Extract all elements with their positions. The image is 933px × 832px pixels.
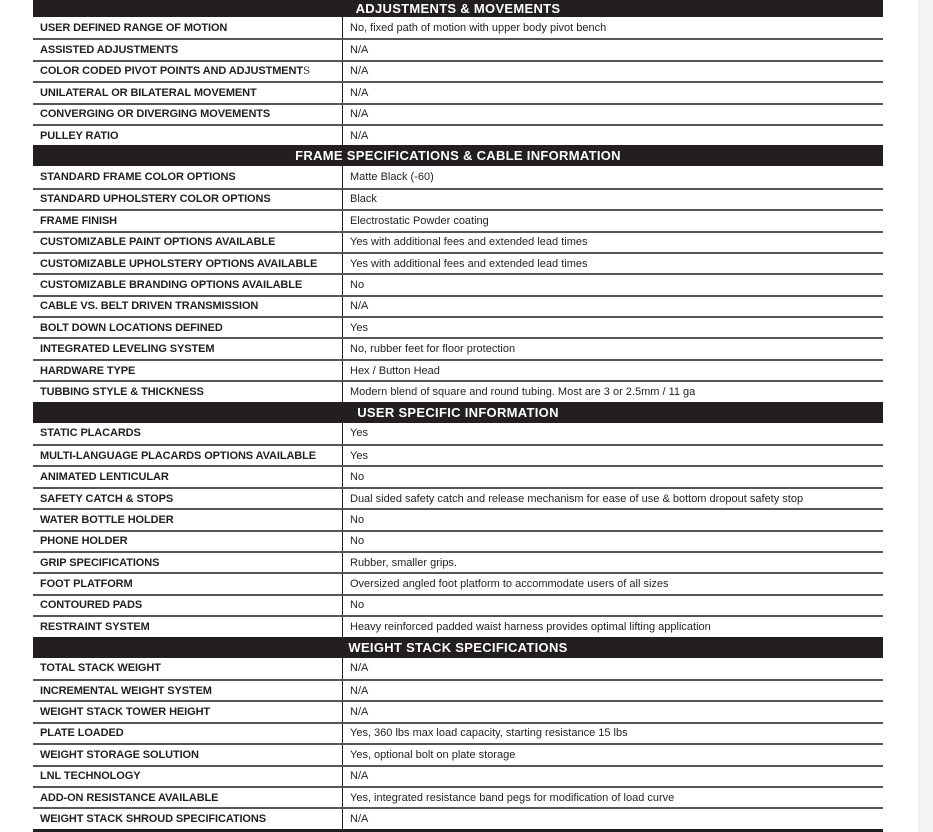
spec-row [33, 658, 883, 679]
spec-label [33, 275, 343, 294]
spec-label [33, 233, 343, 252]
spec-row [33, 572, 883, 593]
spec-label-text: STANDARD FRAME COLOR OPTIONS [40, 171, 236, 184]
spec-label-text: BOLT DOWN LOCATIONS DEFINED [40, 321, 223, 334]
spec-label-text: CUSTOMIZABLE BRANDING OPTIONS AVAILABLE [40, 278, 303, 291]
spec-value: Yes [350, 321, 368, 334]
spec-value: Rubber, smaller grips. [350, 556, 457, 569]
spec-row [33, 359, 883, 380]
spec-table [33, 0, 883, 832]
spec-value: No [350, 278, 365, 291]
spec-row [33, 700, 883, 721]
spec-label-text: STATIC PLACARDS [40, 427, 141, 440]
spec-label [33, 190, 343, 209]
spec-value: Yes [350, 449, 368, 462]
spec-section [33, 145, 883, 401]
spec-value: Hex / Button Head [350, 364, 440, 377]
spec-label-text: SAFETY CATCH & STOPS [40, 492, 174, 505]
spec-label-text: CONTOURED PADS [40, 599, 143, 612]
spec-value: No [350, 535, 365, 548]
spec-row [33, 60, 883, 81]
spec-label-text: ANIMATED LENTICULAR [40, 471, 169, 484]
spec-label [33, 767, 343, 786]
spec-label [33, 423, 343, 444]
spec-label [33, 510, 343, 529]
spec-label-text: WEIGHT STORAGE SOLUTION [40, 748, 199, 761]
spec-value: No [350, 471, 365, 484]
spec-label [33, 553, 343, 572]
spec-label-text: CUSTOMIZABLE PAINT OPTIONS AVAILABLE [40, 236, 276, 249]
spec-label-text: COLOR CODED PIVOT POINTS AND ADJUSTMENT [40, 65, 303, 78]
spec-label [33, 617, 343, 636]
spec-label [33, 339, 343, 358]
spec-value: Electrostatic Powder coating [350, 214, 489, 227]
spec-label [33, 40, 343, 59]
spec-value: N/A [350, 812, 369, 825]
spec-label-text: WEIGHT STACK TOWER HEIGHT [40, 706, 211, 719]
spec-value: Yes with additional fees and extended lead times [350, 236, 588, 249]
spec-label-text: HARDWARE TYPE [40, 364, 136, 377]
spec-row [33, 81, 883, 102]
spec-row [33, 337, 883, 358]
spec-row [33, 188, 883, 209]
spec-row [33, 17, 883, 38]
spec-value: Modern blend of square and round tubing. Most are 3 or 2.5mm / 11 ga [350, 385, 696, 398]
section-header: WEIGHT STACK SPECIFICATIONS [33, 637, 883, 658]
spec-label [33, 702, 343, 721]
spec-value: N/A [350, 770, 369, 783]
section-header: FRAME SPECIFICATIONS & CABLE INFORMATION [33, 145, 883, 166]
spec-value: Black [350, 193, 377, 206]
spec-row [33, 487, 883, 508]
spec-value: Yes, optional bolt on plate storage [350, 748, 516, 761]
spec-label-text: USER DEFINED RANGE OF MOTION [40, 21, 228, 34]
spec-value: No [350, 513, 365, 526]
spec-value: Oversized angled foot platform to accommodate users of all sizes [350, 578, 669, 591]
spec-row [33, 380, 883, 401]
spec-row [33, 273, 883, 294]
spec-label-text: RESTRAINT SYSTEM [40, 620, 150, 633]
spec-label-text: WEIGHT STACK SHROUD SPECIFICATIONS [40, 812, 266, 825]
spec-value: Yes with additional fees and extended lead times [350, 257, 588, 270]
spec-label-text: INCREMENTAL WEIGHT SYSTEM [40, 684, 212, 697]
spec-row [33, 530, 883, 551]
spec-label [33, 574, 343, 593]
spec-label [33, 489, 343, 508]
page-gutter [918, 0, 933, 832]
spec-section [33, 402, 883, 637]
spec-row [33, 252, 883, 273]
spec-label [33, 658, 343, 679]
spec-label [33, 788, 343, 807]
spec-value: N/A [350, 662, 369, 675]
spec-row [33, 615, 883, 636]
spec-label-text: ADD-ON RESISTANCE AVAILABLE [40, 791, 219, 804]
spec-label [33, 596, 343, 615]
section-header: USER SPECIFIC INFORMATION [33, 402, 883, 423]
spec-row [33, 295, 883, 316]
spec-label [33, 745, 343, 764]
spec-label [33, 446, 343, 465]
spec-row [33, 316, 883, 337]
spec-value: N/A [350, 706, 369, 719]
spec-row [33, 722, 883, 743]
spec-label [33, 17, 343, 38]
spec-value: N/A [350, 129, 369, 142]
spec-label [33, 105, 343, 124]
spec-label-text: ASSISTED ADJUSTMENTS [40, 44, 179, 57]
spec-label [33, 681, 343, 700]
spec-value: N/A [350, 684, 369, 697]
spec-value: N/A [350, 86, 369, 99]
spec-label-text: CUSTOMIZABLE UPHOLSTERY OPTIONS AVAILABLE [40, 257, 318, 270]
spec-row [33, 765, 883, 786]
spec-value: Yes, integrated resistance band pegs for modification of load curve [350, 791, 675, 804]
spec-label-text: WATER BOTTLE HOLDER [40, 513, 174, 526]
spec-value: N/A [350, 44, 369, 57]
spec-row [33, 423, 883, 444]
spec-value: Dual sided safety catch and release mechanism for ease of use & bottom dropout safety stop [350, 492, 804, 505]
spec-row [33, 807, 883, 828]
spec-label [33, 297, 343, 316]
spec-label [33, 211, 343, 230]
spec-row [33, 124, 883, 145]
spec-row [33, 786, 883, 807]
spec-label-text: STANDARD UPHOLSTERY COLOR OPTIONS [40, 193, 271, 206]
spec-label [33, 724, 343, 743]
spec-value: N/A [350, 108, 369, 121]
cutoff-section-header [33, 829, 883, 832]
spec-label [33, 532, 343, 551]
spec-value: Heavy reinforced padded waist harness provides optimal lifting application [350, 620, 711, 633]
spec-value: No, fixed path of motion with upper body pivot bench [350, 21, 607, 34]
spec-row [33, 508, 883, 529]
spec-section [33, 637, 883, 829]
spec-row [33, 209, 883, 230]
spec-row [33, 231, 883, 252]
spec-label-text: UNILATERAL OR BILATERAL MOVEMENT [40, 86, 257, 99]
spec-label [33, 809, 343, 828]
spec-label-text: GRIP SPECIFICATIONS [40, 556, 160, 569]
spec-row [33, 679, 883, 700]
spec-value: No, rubber feet for floor protection [350, 343, 516, 356]
spec-label [33, 166, 343, 187]
spec-label-text: CABLE VS. BELT DRIVEN TRANSMISSION [40, 300, 259, 313]
spec-row [33, 103, 883, 124]
spec-label [33, 83, 343, 102]
spec-label [33, 318, 343, 337]
spec-value: N/A [350, 300, 369, 313]
spec-row [33, 166, 883, 187]
spec-label [33, 126, 343, 145]
spec-row [33, 444, 883, 465]
spec-label-text: TUBBING STYLE & THICKNESS [40, 385, 204, 398]
spec-label-suffix: S [302, 65, 311, 78]
spec-row [33, 743, 883, 764]
spec-value: Matte Black (-60) [350, 171, 434, 184]
spec-label-text: PLATE LOADED [40, 727, 124, 740]
spec-row [33, 594, 883, 615]
spec-label [33, 62, 343, 81]
spec-label [33, 382, 343, 401]
spec-label-text: TOTAL STACK WEIGHT [40, 662, 161, 675]
spec-row [33, 38, 883, 59]
spec-label-text: FRAME FINISH [40, 214, 118, 227]
spec-label-text: FOOT PLATFORM [40, 578, 133, 591]
spec-value: Yes, 360 lbs max load capacity, starting resistance 15 lbs [350, 727, 628, 740]
spec-row [33, 551, 883, 572]
spec-label [33, 467, 343, 486]
spec-value: N/A [350, 65, 369, 78]
spec-label [33, 361, 343, 380]
section-header: ADJUSTMENTS & MOVEMENTS [33, 0, 883, 17]
spec-value: No [350, 599, 365, 612]
spec-label-text: MULTI-LANGUAGE PLACARDS OPTIONS AVAILABLE [40, 449, 316, 462]
spec-row [33, 465, 883, 486]
spec-label-text: PHONE HOLDER [40, 535, 128, 548]
spec-section [33, 0, 883, 145]
spec-value: Yes [350, 427, 368, 440]
spec-label-text: LNL TECHNOLOGY [40, 770, 141, 783]
spec-label-text: PULLEY RATIO [40, 129, 119, 142]
spec-label-text: CONVERGING OR DIVERGING MOVEMENTS [40, 108, 271, 121]
spec-label [33, 254, 343, 273]
spec-label-text: INTEGRATED LEVELING SYSTEM [40, 343, 215, 356]
